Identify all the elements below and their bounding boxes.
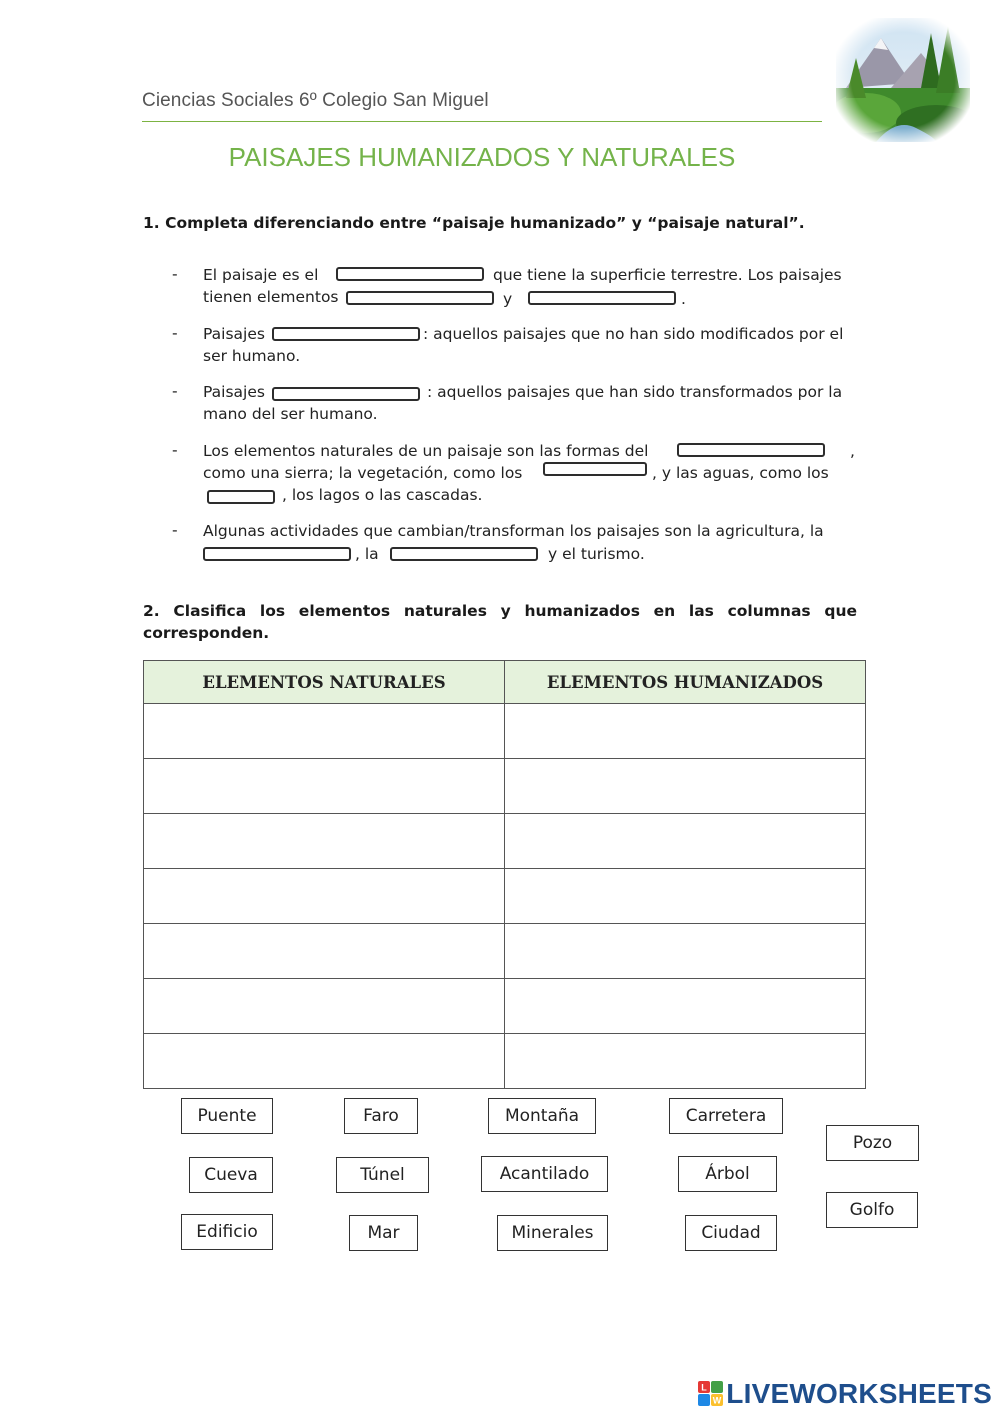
sentence-text: El paisaje es el [203,266,319,284]
sentence-text: , los lagos o las cascadas. [282,486,483,504]
drop-cell-natural[interactable] [144,1034,505,1089]
sentence-text: Paisajes [203,383,265,401]
sentence-text: y el turismo. [548,545,645,563]
sentence-text: , y las aguas, como los [652,464,829,482]
drop-cell-humanized[interactable] [505,759,866,814]
word-chip-mar[interactable]: Mar [349,1215,418,1251]
sentence-text: mano del ser humano. [203,405,378,423]
answer-blank-9[interactable] [203,547,351,561]
drop-cell-humanized[interactable] [505,704,866,759]
word-chip-montana[interactable]: Montaña [488,1098,596,1134]
sentence-text: : aquellos paisajes que no han sido modificados por el [423,325,844,343]
sentence-text: Algunas actividades que cambian/transforman los paisajes son la agricultura, la [203,522,824,540]
sentence-text: , [850,442,855,460]
word-chip-ciudad[interactable]: Ciudad [685,1215,777,1251]
drop-cell-humanized[interactable] [505,814,866,869]
drop-cell-humanized[interactable] [505,869,866,924]
word-chip-tunel[interactable]: Túnel [336,1157,429,1193]
sentence-text: , la [355,545,379,563]
page-title: PAISAJES HUMANIZADOS Y NATURALES [228,142,736,172]
liveworksheets-brand [698,1377,992,1411]
liveworksheets-logo-icon [698,1381,724,1407]
drop-cell-natural[interactable] [144,869,505,924]
word-chip-carretera[interactable]: Carretera [669,1098,783,1134]
answer-blank-5[interactable] [272,387,420,401]
bullet-dash: - [172,441,178,459]
landscape-image [836,18,970,142]
drop-cell-natural[interactable] [144,979,505,1034]
word-chip-cueva[interactable]: Cueva [189,1157,273,1193]
drop-cell-humanized[interactable] [505,924,866,979]
drop-cell-natural[interactable] [144,924,505,979]
column-header-natural: ELEMENTOS NATURALES [144,661,505,704]
sentence-text: que tiene la superficie terrestre. Los paisajes [493,266,842,284]
word-chip-arbol[interactable]: Árbol [678,1156,777,1192]
word-chip-edificio[interactable]: Edificio [181,1214,273,1250]
word-chip-puente[interactable]: Puente [181,1098,273,1134]
sentence-text: : aquellos paisajes que han sido transformados por la [427,383,843,401]
answer-blank-10[interactable] [390,547,538,561]
bullet-dash: - [172,382,178,400]
header-subtitle: Ciencias Sociales 6º Colegio San Miguel [142,90,489,111]
sentence-text: Paisajes [203,325,265,343]
classification-table [143,660,866,1089]
answer-blank-4[interactable] [272,327,420,341]
word-chip-pozo[interactable]: Pozo [826,1125,919,1161]
sentence-text: tienen elementos [203,288,339,306]
sentence-text: como una sierra; la vegetación, como los [203,464,523,482]
brand-name: LIVEWORKSHEETS [726,1378,992,1409]
answer-blank-8[interactable] [207,490,275,504]
answer-blank-3[interactable] [528,291,676,305]
answer-blank-2[interactable] [346,291,494,305]
answer-blank-6[interactable] [677,443,825,457]
word-chip-minerales[interactable]: Minerales [497,1215,608,1251]
bullet-dash: - [172,324,178,342]
sentence-text: Los elementos naturales de un paisaje son las formas del [203,442,649,460]
bullet-dash: - [172,265,178,283]
bullet-dash: - [172,521,178,539]
drop-cell-natural[interactable] [144,704,505,759]
exercise2-heading: 2. Clasifica los elementos naturales y humanizados en las columnas que corresponden. [143,602,857,642]
answer-blank-7[interactable] [543,462,647,476]
logo-letter: W [713,1395,722,1406]
word-chip-acantilado[interactable]: Acantilado [481,1156,608,1192]
answer-blank-1[interactable] [336,267,484,281]
column-header-humanized: ELEMENTOS HUMANIZADOS [505,661,866,704]
drop-cell-natural[interactable] [144,759,505,814]
drop-cell-humanized[interactable] [505,979,866,1034]
sentence-text: ser humano. [203,347,301,365]
exercise1-heading: 1. Completa diferenciando entre “paisaje humanizado” y “paisaje natural”. [143,214,805,232]
drop-cell-natural[interactable] [144,814,505,869]
header-divider [142,121,822,122]
word-chip-faro[interactable]: Faro [344,1098,418,1134]
logo-letter: L [701,1382,708,1393]
sentence-text: y [503,290,513,308]
drop-cell-humanized[interactable] [505,1034,866,1089]
sentence-text: . [681,290,686,308]
word-chip-golfo[interactable]: Golfo [826,1192,918,1228]
